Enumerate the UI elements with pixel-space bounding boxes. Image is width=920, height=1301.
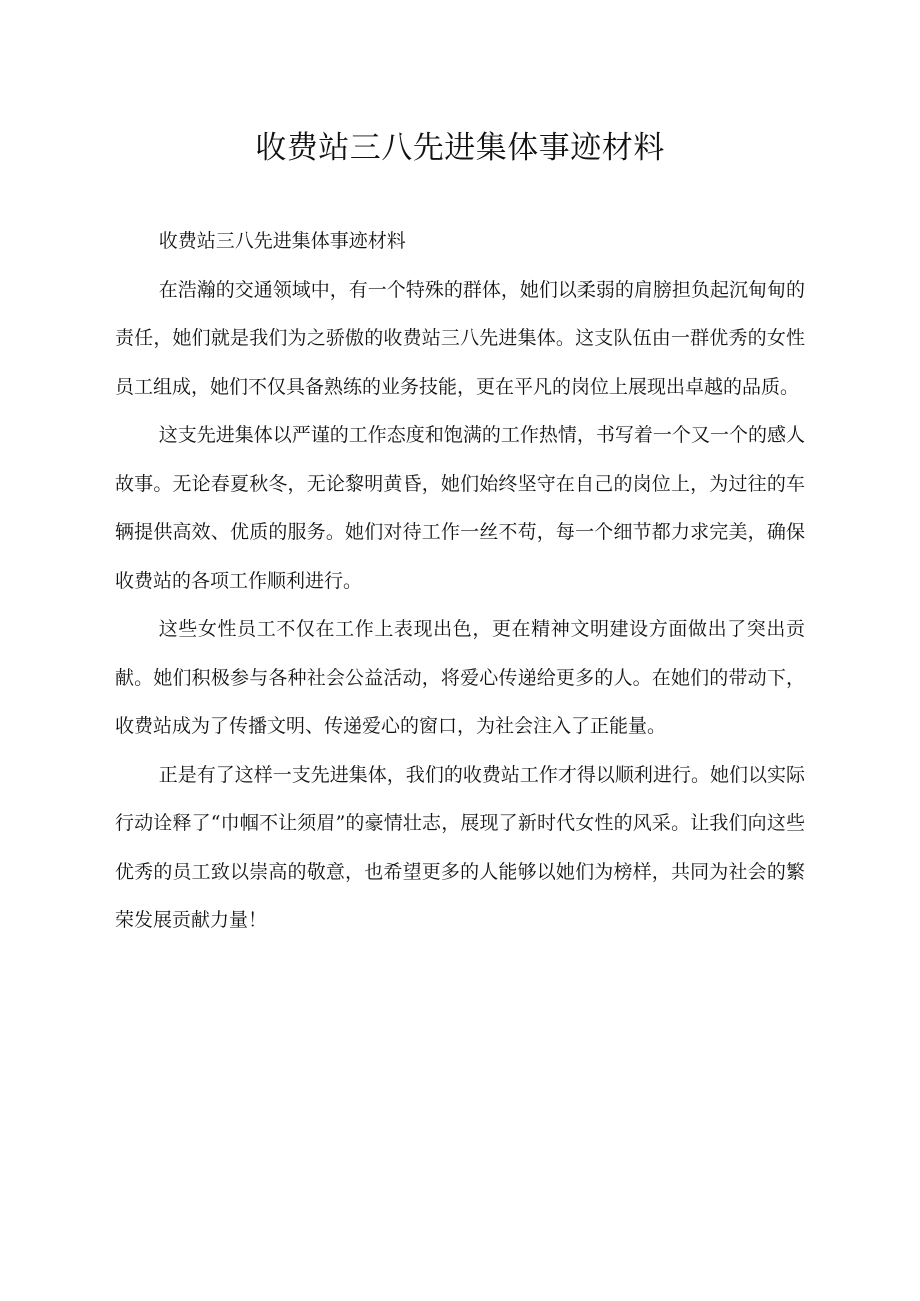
paragraph-subtitle: 收费站三八先进集体事迹材料 <box>158 230 406 252</box>
paragraph: 在浩瀚的交通领域中，有一个特殊的群体，她们以柔弱的肩膀担负起沉甸甸的责任，她们就是我们为之骄傲的收费站三八先进集体。这支队伍由一群优秀的女性员工组成，她们不仅具备熟练的业务技能，更在平凡的岗位上展现出卓越的品质。 <box>115 278 805 398</box>
document-body <box>115 217 805 945</box>
paragraph: 这些女性员工不仅在工作上表现出色，更在精神文明建设方面做出了突出贡献。她们积极参与各种社会公益活动，将爱心传递给更多的人。在她们的带动下，收费站成为了传播文明、传递爱心的窗口，为社会注入了正能量。 <box>115 618 805 737</box>
paragraph: 正是有了这样一支先进集体，我们的收费站工作才得以顺利进行。她们以实际行动诠释了“巾帼不让须眉”的豪情壮志，展现了新时代女性的风采。让我们向这些优秀的员工致以崇高的敬意，也希望更多的人能够以她们为榜样，共同为社会的繁荣发展贡献力量！ <box>115 763 805 931</box>
paragraph: 这支先进集体以严谨的工作态度和饱满的工作热情，书写着一个又一个的感人故事。无论春夏秋冬，无论黎明黄昏，她们始终坚守在自己的岗位上，为过往的车辆提供高效、优质的服务。她们对待工作一丝不苟，每一个细节都力求完美，确保收费站的各项工作顺利进行。 <box>115 424 805 592</box>
document-title: 收费站三八先进集体事迹材料 <box>255 130 665 166</box>
